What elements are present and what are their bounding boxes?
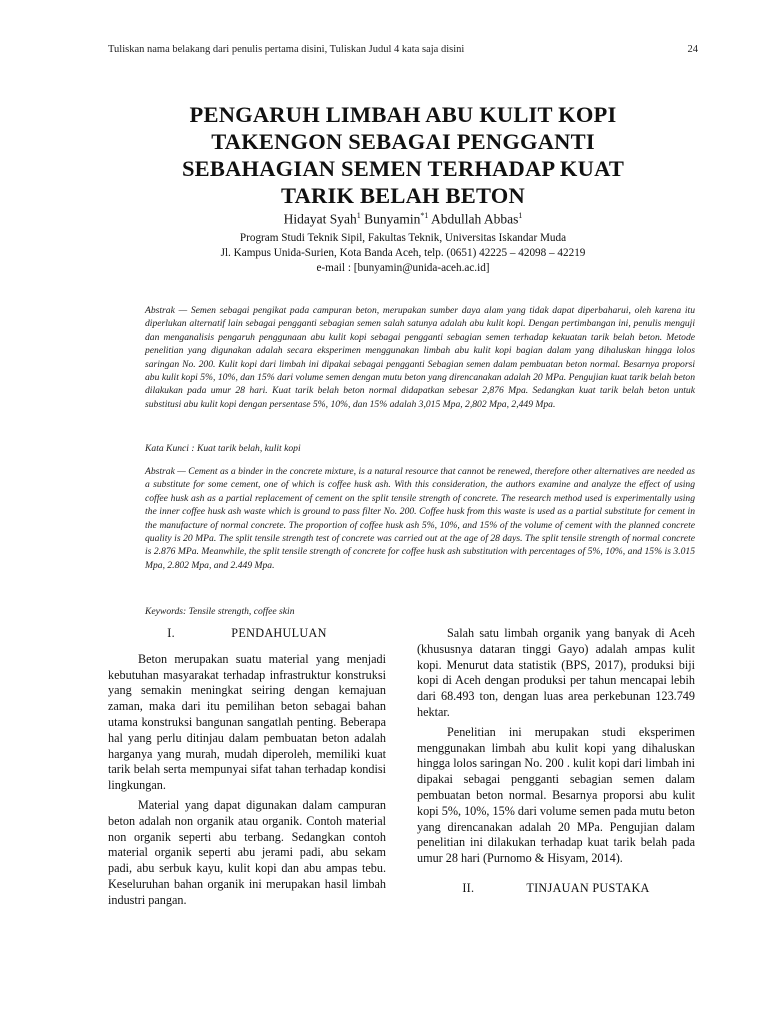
author-name: Bunyamin bbox=[364, 211, 421, 227]
title-line: PENGARUH LIMBAH ABU KULIT KOPI bbox=[189, 102, 617, 127]
abstract-lead: Abstrak — bbox=[145, 305, 188, 316]
author-name: Abdullah Abbas bbox=[431, 211, 519, 227]
author-affiliation-mark: *1 bbox=[420, 211, 429, 220]
section-number: I. bbox=[167, 626, 176, 640]
running-head-text: Tuliskan nama belakang dari penulis pertama disini, Tuliskan Judul 4 kata saja disini bbox=[108, 44, 465, 55]
keywords-english: Keywords: Tensile strength, coffee skin bbox=[145, 606, 295, 617]
abstract-lead: Abstrak — bbox=[145, 466, 186, 477]
abstract-text: Semen sebagai pengikat pada campuran beton, merupakan sumber daya alam yang tidak dapat diperbaharui, oleh karena itu diperlukan alternatif lain sebagai pengganti sebagian semen salah satunya adalah abu kulit kopi. Dengan pertimbangan ini, penulis menguji dan menganalisis pengaruh penggunaan abu kulit kopi sebagai pengganti sebagian semen terhadap kekuatan tarik belah beton. Metode penelitian yang digunakan adalah secara eksperimen menggunakan limbah abu kulit kopi bagian dalam yang dihaluskan hingga lolos saringan No. 200. Kulit kopi dari limbah ini dipakai sebagai pengganti Sebagian semen dalam pembuatan beton normal. Besarnya proporsi abu kulit kopi 5%, 10%, dan 15% dari volume semen dengan mutu beton yang direncanakan adalah 20 MPa. Pengujian kuat tarik belah beton dilakukan pada umur 28 hari. Kuat tarik belah beton normal didapatkan sebesar 2,876 Mpa. Sedangkan kuat tarik belah beton untuk substitusi abu kulit kopi dengan persentase 5%, 10%, dan 15% adalah 3,015 Mpa, 2,802 Mpa, 2,449 Mpa. bbox=[145, 305, 696, 410]
author-email: e-mail : [bunyamin@unida-aceh.ac.id] bbox=[316, 262, 490, 274]
keywords-indonesian: Kata Kunci : Kuat tarik belah, kulit kopi bbox=[145, 443, 301, 454]
affiliation-department: Program Studi Teknik Sipil, Fakultas Teknik, Universitas Iskandar Muda bbox=[239, 232, 567, 244]
right-column bbox=[417, 626, 695, 907]
section-heading bbox=[108, 626, 386, 642]
affiliation-address: Jl. Kampus Unida-Surien, Kota Banda Aceh, telp. (0651) 42225 – 42098 – 42219 bbox=[220, 247, 586, 259]
author-name: Hidayat Syah bbox=[283, 211, 357, 227]
author-list bbox=[108, 211, 698, 228]
section-title: PENDAHULUAN bbox=[231, 626, 327, 640]
body-paragraph: Material yang dapat digunakan dalam campuran beton adalah non organik atau organik. Contoh material non organik seperti abu terbang. Sedangkan contoh material organik seperti abu jerami padi, abu sekam padi, abu serbuk kayu, kulit kopi dan abu ampas tebu. Keseluruhan bahan organik ini merupakan hasil limbah industri pangan. bbox=[108, 797, 386, 907]
body-paragraph: Penelitian ini merupakan studi eksperimen menggunakan limbah abu kulit kopi yang dihaluskan hingga lolos saringan No. 200 . kulit kopi dari limbah ini dipakai sebagai pengganti sebagian semen dalam pembuatan beton normal. Besarnya proporsi abu kulit kopi 5%, 10%, 15% dari volume semen pada mutu beton yang direncanakan adalah 20 MPa. Pengujian dalam penelitian ini dilakukan terhadap kuat tarik belah pada umur 28 hari (Purnomo & Hisyam, 2014). bbox=[417, 724, 695, 866]
page-number: 24 bbox=[687, 44, 698, 55]
body-paragraph: Beton merupakan suatu material yang menjadi kebutuhan masyarakat terhadap infrastruktur konstruksi yang semakin meningkat seiring dengan kemajuan zaman, maka dari itu pemilihan beton sebagai bahan utama konstruksi bangunan sangatlah penting. Beberapa hal yang perlu ditinjau dalam pembuatan beton adalah harganya yang murah, mudah diperoleh, memiliki kuat tarik belah serta mempunyai sifat tahan terhadap kondisi lingkungan. bbox=[108, 651, 386, 793]
body-paragraph: Salah satu limbah organik yang banyak di Aceh (khususnya dataran tinggi Gayo) adalah ampas kulit kopi. Menurut data statistik (BPS, 2017), produksi biji kopi di Aceh dengan produksi per tahun mencapai lebih dari 68.493 ton, dengan luas area perkebunan 123.749 hektar. bbox=[417, 626, 695, 719]
title-line: TAKENGON SEBAGAI PENGGANTI bbox=[211, 129, 595, 154]
left-column bbox=[108, 626, 386, 909]
abstract-indonesian bbox=[145, 304, 695, 411]
abstract-english bbox=[145, 465, 695, 572]
author-affiliation-mark: 1 bbox=[356, 211, 361, 220]
paper-title bbox=[108, 101, 698, 209]
title-line: TARIK BELAH BETON bbox=[281, 183, 525, 208]
section-heading bbox=[417, 881, 695, 897]
title-line: SEBAHAGIAN SEMEN TERHADAP KUAT bbox=[181, 156, 625, 181]
author-affiliation-mark: 1 bbox=[518, 211, 523, 220]
section-title: TINJAUAN PUSTAKA bbox=[526, 880, 650, 895]
section-number: II. bbox=[462, 880, 475, 895]
abstract-text: Cement as a binder in the concrete mixture, is a natural resource that cannot be renewed, therefore other alternatives are needed as a substitute for some cement, one of which is coffee husk ash. With this consideration, the authors examine and analyze the effect of using coffee husk ash as a partial replacement of cement on the split tensile strength of concrete. The research method used is experimentally using the inner coffee husk ash waste which is ground to pass filter No. 200. Coffee husk from this waste is used as a partial substitute for cement in the manufacture of normal concrete. The proportion of coffee husk ash 5%, 10%, and 15% of the volume of cement with the planned concrete quality is 20 MPa. The split tensile strength test of concrete was carried out at the age of 28 days. The split tensile strength of normal concrete is 2.876 MPa. Meanwhile, the split tensile strength of concrete for coffee husk ash substitution with percentages of 5%, 10%, and 15% is 3.015 Mpa, 2.802 Mpa, and 2.449 Mpa. bbox=[145, 466, 695, 571]
